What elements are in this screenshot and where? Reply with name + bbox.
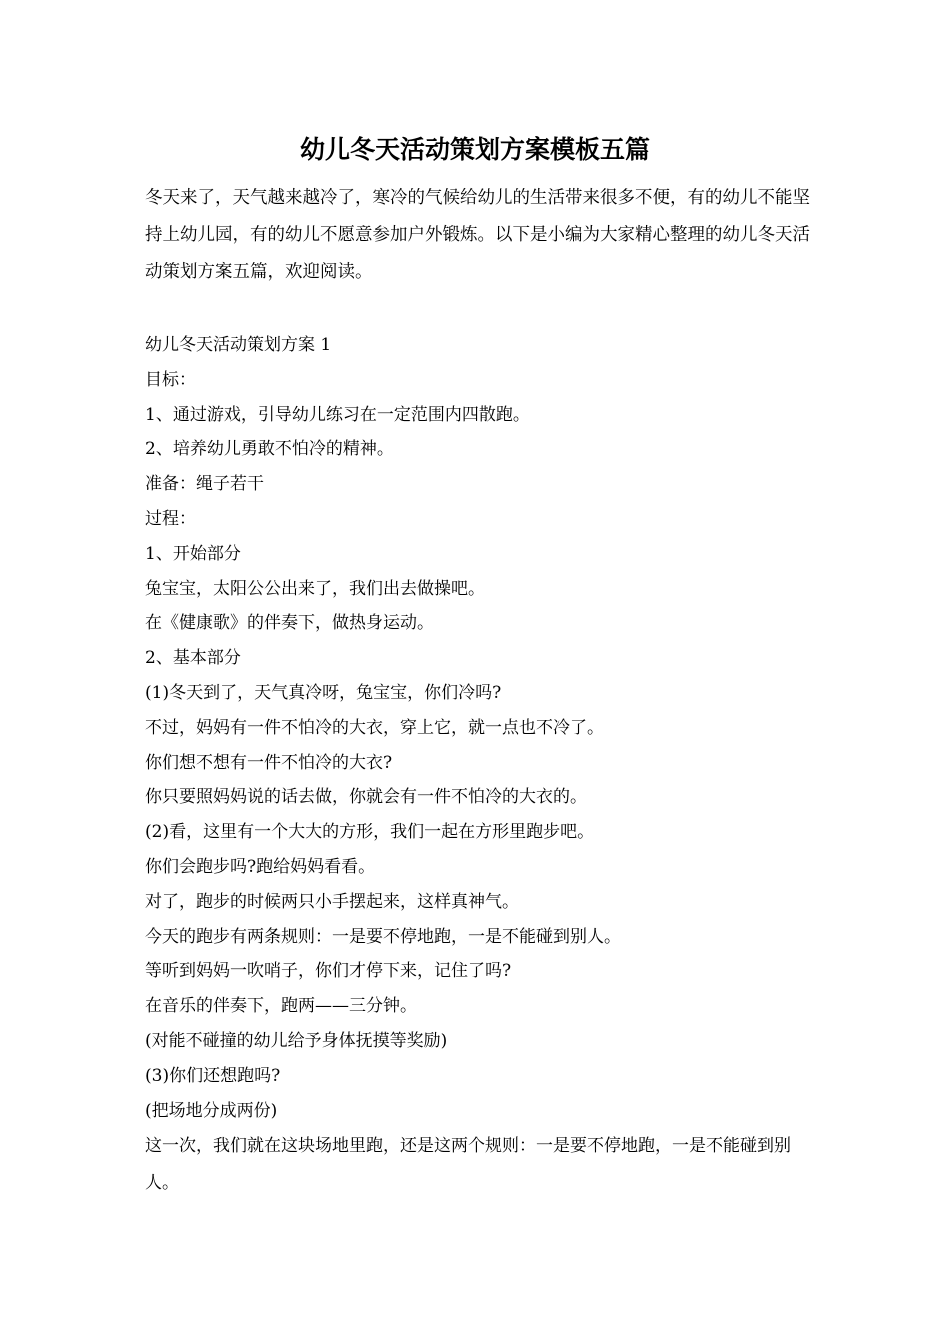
text-line: 目标： bbox=[145, 369, 196, 390]
text-line: 对了，跑步的时候两只小手摆起来，这样真神气。 bbox=[145, 891, 519, 912]
text-line: (对能不碰撞的幼儿给予身体抚摸等奖励) bbox=[145, 1030, 448, 1051]
text-line: 2、培养幼儿勇敢不怕冷的精神。 bbox=[145, 439, 394, 460]
document-body bbox=[145, 328, 810, 1202]
text-line: 2、基本部分 bbox=[145, 648, 241, 669]
text-line: 不过，妈妈有一件不怕冷的大衣，穿上它，就一点也不冷了。 bbox=[145, 717, 604, 738]
text-line: 准备：绳子若干 bbox=[145, 474, 264, 495]
intro-paragraph: 冬天来了，天气越来越冷了，寒冷的气候给幼儿的生活带来很多不便，有的幼儿不能坚持上幼儿园，有的幼儿不愿意参加户外锻炼。以下是小编为大家精心整理的幼儿冬天活动策划方案五篇，欢迎阅读。 bbox=[145, 188, 810, 282]
text-line: 你们会跑步吗?跑给妈妈看看。 bbox=[145, 856, 376, 877]
text-line: 兔宝宝，太阳公公出来了，我们出去做操吧。 bbox=[145, 578, 485, 599]
document-title: 幼儿冬天活动策划方案模板五篇 bbox=[299, 135, 650, 164]
text-line: (3)你们还想跑吗? bbox=[145, 1065, 281, 1086]
text-line: 在音乐的伴奏下，跑两——三分钟。 bbox=[145, 996, 417, 1017]
text-line: 你们想不想有一件不怕冷的大衣? bbox=[145, 752, 393, 773]
text-line: 今天的跑步有两条规则：一是要不停地跑，一是不能碰到别人。 bbox=[145, 926, 621, 947]
text-line: 1、开始部分 bbox=[145, 543, 241, 564]
text-line: 1、通过游戏，引导幼儿练习在一定范围内四散跑。 bbox=[145, 404, 530, 425]
text-line: 过程： bbox=[145, 508, 196, 529]
text-line: (1)冬天到了，天气真冷呀，兔宝宝，你们冷吗? bbox=[145, 682, 502, 703]
text-line: (2)看，这里有一个大大的方形，我们一起在方形里跑步吧。 bbox=[145, 822, 595, 843]
text-line: 在《健康歌》的伴奏下，做热身运动。 bbox=[145, 613, 434, 634]
text-line: 这一次，我们就在这块场地里跑，还是这两个规则：一是要不停地跑，一是不能碰到别人。 bbox=[145, 1136, 791, 1194]
text-line: 等听到妈妈一吹哨子，你们才停下来，记住了吗? bbox=[145, 961, 512, 982]
section-heading: 幼儿冬天活动策划方案 1 bbox=[145, 335, 332, 355]
text-line: (把场地分成两份) bbox=[145, 1100, 278, 1121]
text-line: 你只要照妈妈说的话去做，你就会有一件不怕冷的大衣的。 bbox=[145, 787, 587, 808]
